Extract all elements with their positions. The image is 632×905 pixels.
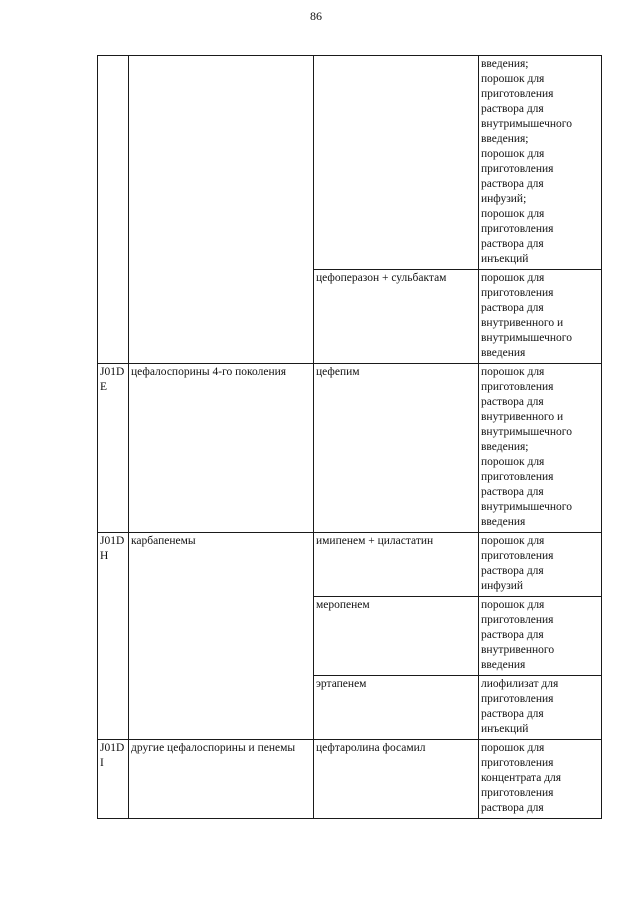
substance-cell: меропенем [314, 597, 479, 676]
dosage-form-line: внутримышечного [481, 332, 572, 344]
substance-cell: имипенем + циластатин [314, 533, 479, 597]
dosage-form-line: приготовления [481, 787, 554, 799]
dosage-form-cell [479, 364, 602, 533]
dosage-form-line: концентрата для [481, 772, 562, 784]
dosage-form-line: раствора для [481, 486, 544, 498]
dosage-form-line: введения [481, 659, 526, 671]
dosage-form-line: инъекций [481, 723, 529, 735]
atc-code-cell [98, 56, 129, 364]
dosage-form-line: приготовления [481, 471, 554, 483]
drug-group-cell: другие цефалоспорины и пенемы [129, 740, 314, 819]
dosage-form-line: инъекций [481, 253, 529, 265]
dosage-form-line: приготовления [481, 163, 554, 175]
dosage-form-cell [479, 676, 602, 740]
dosage-form-line: порошок для [481, 535, 545, 547]
dosage-form-line: приготовления [481, 693, 554, 705]
dosage-form-line: порошок для [481, 599, 545, 611]
dosage-form-line: порошок для [481, 366, 545, 378]
atc-code-cell: J01DH [98, 533, 129, 740]
dosage-form-cell [479, 533, 602, 597]
dosage-form-line: введения; [481, 133, 529, 145]
dosage-form-line: приготовления [481, 550, 554, 562]
substance-cell: цефепим [314, 364, 479, 533]
dosage-form-line: приготовления [481, 757, 554, 769]
dosage-form-line: внутривенного [481, 644, 555, 656]
substance-cell: цефтаролина фосамил [314, 740, 479, 819]
dosage-form-line: приготовления [481, 614, 554, 626]
dosage-form-line: раствора для [481, 238, 544, 250]
dosage-form-line: инфузий [481, 580, 524, 592]
dosage-form-line: раствора для [481, 708, 544, 720]
dosage-form-line: введения; [481, 58, 529, 70]
drug-group-cell: карбапенемы [129, 533, 314, 740]
dosage-form-cell [479, 740, 602, 819]
dosage-form-line: порошок для [481, 456, 545, 468]
dosage-form-line: введения [481, 516, 526, 528]
dosage-form-line: внутримышечного [481, 426, 572, 438]
dosage-form-line: раствора для [481, 629, 544, 641]
substance-cell: эртапенем [314, 676, 479, 740]
dosage-form-line: порошок для [481, 742, 545, 754]
dosage-form-line: внутримышечного [481, 118, 572, 130]
drug-group-cell [129, 56, 314, 364]
dosage-form-line: внутривенного и [481, 317, 564, 329]
dosage-form-cell [479, 56, 602, 270]
dosage-form-line: приготовления [481, 381, 554, 393]
dosage-form-line: инфузий; [481, 193, 527, 205]
dosage-form-line: порошок для [481, 148, 545, 160]
dosage-form-line: приготовления [481, 287, 554, 299]
dosage-form-line: раствора для [481, 565, 544, 577]
dosage-form-line: раствора для [481, 103, 544, 115]
drug-table [97, 55, 602, 819]
dosage-form-line: введения [481, 347, 526, 359]
atc-code-cell: J01DE [98, 364, 129, 533]
substance-cell: цефоперазон + сульбактам [314, 270, 479, 364]
dosage-form-line: лиофилизат для [481, 678, 559, 690]
page-number: 86 [310, 9, 322, 23]
dosage-form-line: введения; [481, 441, 529, 453]
table-row [98, 533, 602, 597]
dosage-form-cell [479, 597, 602, 676]
dosage-form-line: порошок для [481, 208, 545, 220]
drug-group-cell: цефалоспорины 4-го поколения [129, 364, 314, 533]
dosage-form-line: раствора для [481, 302, 544, 314]
dosage-form-line: приготовления [481, 223, 554, 235]
dosage-form-line: порошок для [481, 272, 545, 284]
table-row [98, 364, 602, 533]
dosage-form-line: раствора для [481, 178, 544, 190]
dosage-form-line: раствора для [481, 396, 544, 408]
substance-cell [314, 56, 479, 270]
table-row [98, 56, 602, 270]
table-row [98, 740, 602, 819]
dosage-form-line: внутримышечного [481, 501, 572, 513]
dosage-form-line: внутривенного и [481, 411, 564, 423]
atc-code-cell: J01DI [98, 740, 129, 819]
dosage-form-line: приготовления [481, 88, 554, 100]
dosage-form-line: раствора для [481, 802, 544, 814]
dosage-form-line: порошок для [481, 73, 545, 85]
dosage-form-cell [479, 270, 602, 364]
